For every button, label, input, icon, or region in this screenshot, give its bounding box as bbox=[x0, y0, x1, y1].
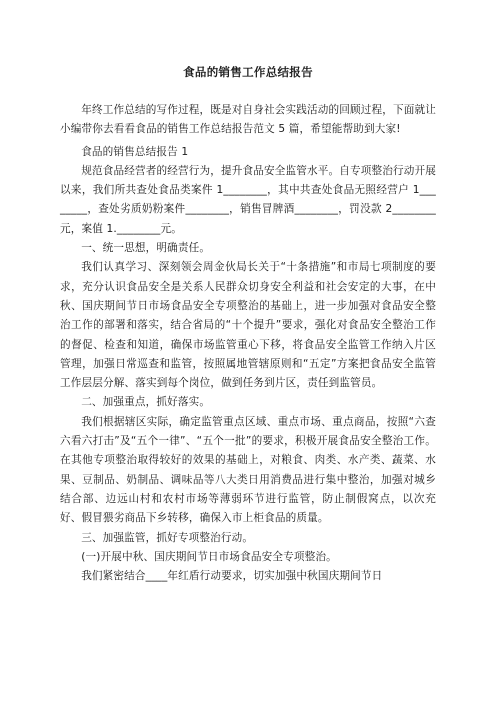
section-heading: 三、加强监管，抓好专项整治行动。 bbox=[81, 531, 254, 544]
subsection-heading: (一)开展中秋、国庆期间节日市场食品安全专项整治。 bbox=[81, 550, 337, 563]
body-paragraph: 规范食品经营者的经营行为，提升食品安全监管水平。自专项整治行动开展以来，我们所共查处食品类案件 1________，其中共查处食品无照经营户 1________，查处劣质奶粉案件________，销售冒牌酒________，罚没款 2________元，案值 1.________元。 bbox=[60, 164, 436, 235]
document-body bbox=[60, 101, 436, 586]
section-heading: 二、加强重点，抓好落实。 bbox=[81, 396, 211, 409]
section-heading: 一、统一思想，明确责任。 bbox=[81, 242, 211, 255]
report-heading: 食品的销售总结报告 1 bbox=[81, 145, 189, 158]
document-title: 食品的销售工作总结报告 bbox=[183, 65, 313, 79]
body-paragraph: 我们根据辖区实际，确定监管重点区域、重点市场、重点商品，按照“六查六看六打击”及“五个一律”、“五个一批”的要求，积极开展食品安全整治工作。在其他专项整治取得较好的效果的基础上，对粮食、肉类、水产类、蔬菜、水果、豆制品、奶制品、调味品等八大类日用消费品进行集中整治，加强对城乡结合部、边远山村和农村市场等薄弱环节进行监管，防止制假窝点，以次充好、假冒猥劣商品下乡转移，确保入市上柜食品的质量。 bbox=[60, 415, 436, 525]
intro-paragraph: 年终工作总结的写作过程，既是对自身社会实践活动的回顾过程，下面就让小编带你去看看食品的销售工作总结报告范文 5 篇，希望能帮助到大家! bbox=[60, 104, 436, 136]
body-paragraph: 我们认真学习、深刻领会周金伙局长关于“十条措施”和市局七项制度的要求，充分认识食品安全是关系人民群众切身安全利益和社会安定的大事，在中秋、国庆期间节日市场食品安全专项整治的基础上，进一步加强对食品安全整治工作的部署和落实，结合省局的“十个提升”要求，强化对食品安全整治工作的督促、检查和知道，确保市场监管重心下移，将食品安全监管工作纳入片区管理，加强日常巡查和监管，按照属地管辖原则和“五定”方案把食品安全监管工作层层分解、落实到每个岗位，做到任务到片区，责任到监管员。 bbox=[60, 261, 436, 390]
body-paragraph: 我们紧密结合____年红盾行动要求，切实加强中秋国庆期间节日 bbox=[81, 570, 383, 583]
